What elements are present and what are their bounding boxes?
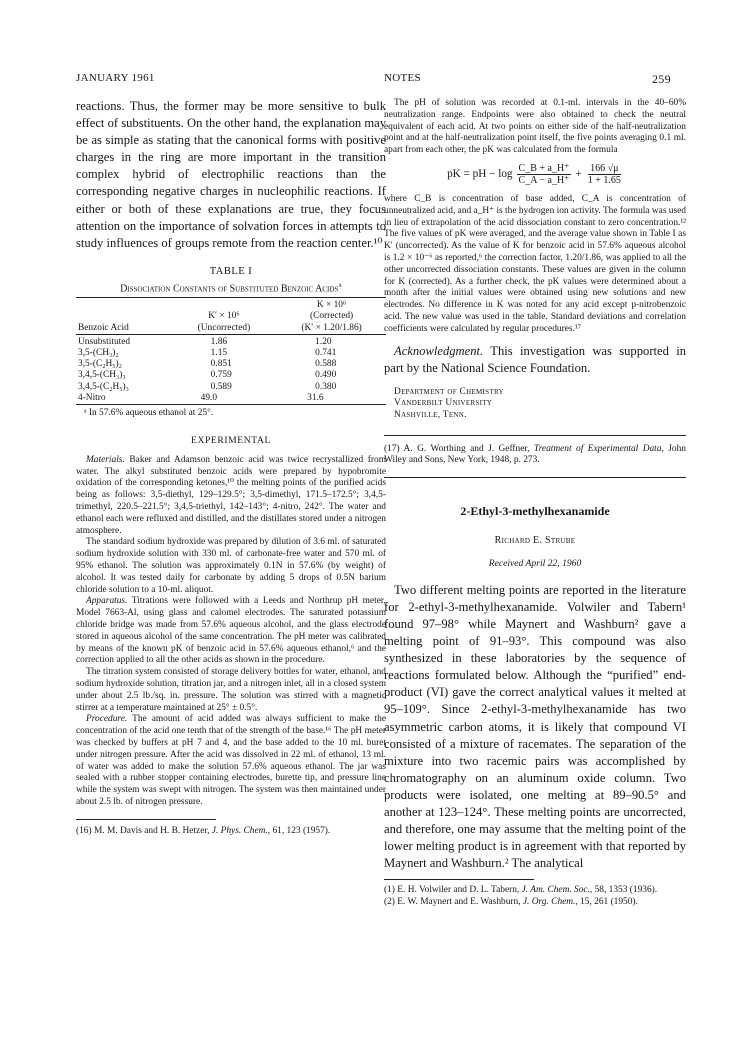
section-rule: [384, 477, 686, 478]
article-body: Two different melting points are reported in the literature for 2-ethyl-3-methylhexanamide. Volwiler and Tabern¹ found 97–98° while Maynert and Washburn² gave a melting point of 91–93°. This compound was also synthesized in these laboratories by the sequence of reactions formulated below. Although the “purified” end-product (VI) gave the correct analytical values it melted at 95–109°. Since 2-ethyl-3-methylhexanamide has two asymmetric carbon atoms, it is likely that compound VI consisted of a mixture of racemates. The separation of the mixture into two racemic pairs was accomplished by chromatography on an aluminum oxide column. Two products were isolated, one melting at 89–90.5° and another at 123–124°. These melting points are uncorrected, and therefore, one may assume that the melting point of the lower melting product is in agreement with that reported by Maynert and Washburn.² The analytical: [384, 582, 686, 871]
footnote-rule: [76, 819, 216, 820]
footnote-17: (17) A. G. Worthing and J. Geffner, Treatment of Experimental Data, John Wiley and Sons, New York, 1948, p. 273.: [384, 443, 686, 466]
page-number: 259: [652, 72, 671, 86]
header-correction-formula: (K′ × 1.20/1.86): [301, 322, 362, 333]
dissociation-table: [76, 297, 386, 408]
naoh-paragraph: The standard sodium hydroxide was prepared by dilution of 3.6 ml. of saturated sodium hydroxide solution with 330 ml. of carbonate-free water and 570 ml. of 95% ethanol. The solution was approximately 0.1N in 57.6% (by weight) of alcohol. It was tested daily for carbonate by adding 5 drops of 0.5N barium chloride solution to a 10-ml. aliquot.: [76, 537, 386, 595]
experimental-heading: EXPERIMENTAL: [191, 434, 271, 446]
footnote-rule: [384, 879, 534, 880]
header-k-uncorrected: K′ × 10⁶: [208, 311, 240, 322]
ph-paragraph: The pH of solution was recorded at 0.1-ml. intervals in the 40–60% neutralization range. Endpoints were also obtained to check the neutral equivalent of each acid. At two points on either side of the half-neutralization point and at the half-neutralization point itself, the five points averaging 0.1 ml. apart from each other, the pK was calculated from the formula: [384, 98, 686, 156]
table-row: 3,5-(C₂H₅)₂ 0.851 0.588: [78, 359, 337, 370]
running-header-date: JANUARY 1961: [76, 72, 155, 84]
right-column: [384, 98, 686, 908]
table-row: 3,5-(CH₃)₂ 1.15 0.741: [78, 347, 337, 358]
pk-formula: pK = pH − log $\frac{C\_B + a\_H^+}{C\_A - a\_H^+}$ + $\frac{166 √\mu}{1 + 1.65}$: [447, 162, 621, 186]
table-label: TABLE I: [209, 265, 253, 277]
table-row: 3,4,5-(CH₃)₃ 0.759 0.490: [78, 370, 337, 381]
table-footnote: ᵃ In 57.6% aqueous ethanol at 25°.: [84, 408, 214, 418]
table-row: Unsubstituted 1.86 1.20: [78, 336, 332, 347]
header-uncorrected: (Uncorrected): [197, 322, 251, 333]
procedure-paragraph: Procedure. The amount of acid added was always sufficient to make the concentration of the acid one tenth that of the strength of the base.¹⁶ The pH meter was checked by buffers at pH 7 and 4, and the base added to the 10 ml. buret under nitrogen pressure. After the acid was dissolved in 22 ml. of ethanol, 13 ml. of water was added to make the solution 57.6% aqueous ethanol. The jar was sealed with a rubber stopper containing electrodes, burette tip, and pressure line while the system was swept with nitrogen. The system was then maintained under about 2.5 lb. of nitrogen pressure.: [76, 714, 386, 807]
footnote-16: (16) M. M. Davis and H. B. Hetzer, J. Phys. Chem., 61, 123 (1957).: [76, 825, 331, 836]
where-paragraph: where C_B is concentration of base added, C_A is concentration of unneutralized acid, and a_H⁺ is the hydrogen ion activity. The formula was used in lieu of extrapolation of the acid dissociation constant to zero concentration.¹² The five values of pK were averaged, and the average value shown in Table I as K′ (uncorrected). As the value of K for benzoic acid in 57.6% aqueous alcohol is 1.2 × 10⁻⁶ as reported,⁶ the correction factor, 1.20/1.86, was applied to all the other uncorrected dissociation constants. These values are given in the column for K (corrected). As a further check, the pK values were determined about a month after the initial values were obtained using new solutions and new electrodes. No difference in K was noted for any acid except p-nitrobenzoic acid. The new value was used in the table. Standard deviations and correlation coefficients were calculated by regular procedures.¹⁷: [384, 193, 686, 334]
acknowledgment-paragraph: Acknowledgment. This investigation was supported in part by the National Science Foundation.: [384, 343, 686, 375]
header-corrected: (Corrected): [309, 311, 354, 322]
left-column: [76, 98, 386, 837]
footnote-2: (2) E. W. Maynert and E. Washburn, J. Org. Chem., 15, 261 (1950).: [384, 896, 638, 907]
running-header-section: NOTES: [384, 72, 421, 84]
header-k-corrected-top: K × 10⁶: [316, 300, 347, 311]
header-benzoic-acid: Benzoic Acid: [78, 322, 129, 333]
article-author: Richard E. Strube: [494, 534, 576, 546]
section-rule: [384, 435, 686, 436]
article-title: 2-Ethyl-3-methylhexanamide: [460, 503, 610, 518]
table-row: 3,4,5-(C₂H₅)₃ 0.589 0.380: [78, 381, 337, 392]
footnote-1: (1) E. H. Volwiler and D. L. Tabern, J. Am. Chem. Soc., 58, 1353 (1936).: [384, 885, 658, 896]
titration-paragraph: The titration system consisted of storage delivery bottles for water, ethanol, and sodium hydroxide solution, titration jar, and a nitrogen inlet, all in a closed system under about 2.5 lb./sq. in. pressure. The solution was stirred with a magnetic stirrer at a temperature maintained at 25° ± 0.5°.: [76, 667, 386, 713]
materials-paragraph: Materials. Baker and Adamson benzoic acid was twice recrystallized from water. The alkyl substituted benzoic acids were prepared by hypobromite oxidation of the corresponding ketones,¹⁰ the melting points of the purified acids being as follows: 3,5-diethyl, 129–129.5°; 3,5-dimethyl, 171.5–172.5°; 3,4,5-trimethyl, 220.5–221.5°; 3,4,5-triethyl, 142–143°; 4-nitro, 242°. The water and ethanol each were refluxed and distilled, and the distillates stored under a nitrogen atmosphere.: [76, 454, 386, 536]
apparatus-paragraph: Apparatus. Titrations were followed with a Leeds and Northrup pH meter, Model 7663-Al, using glass and calomel electrodes. The saturated potassium chloride bridge was made from 57.6% aqueous alcohol, and the glass electrode stored in aqueous alcohol of the same concentration. The pH meter was calibrated by means of the known pK of benzoic acid in 57.6% aqueous ethanol,⁶ and the correction applied to all the other acids as shown in the procedure.: [76, 596, 386, 666]
table-caption: Dissociation Constants of Substituted Benzoic Acids$^a$: [120, 280, 342, 295]
received-date: Received April 22, 1960: [488, 557, 582, 569]
table-row: 4-Nitro 49.0 31.6: [78, 392, 324, 403]
author-address: Department of Chemistry Vanderbilt University Nashville, Tenn.: [394, 386, 504, 420]
intro-paragraph: reactions. Thus, the former may be more sensitive to bulk effect of substituents. On the other hand, the explanation may be as simple as stating that the canonical forms with positive charges in the ring are more important in the transition complex hybrid of electrophilic reactions than the corresponding negative charges in nucleophilic reactions. If either or both of these explanations are true, they focus attention on the importance of solvation forces in attempts to study influences of groups remote from the reaction center.¹⁰: [76, 99, 386, 250]
